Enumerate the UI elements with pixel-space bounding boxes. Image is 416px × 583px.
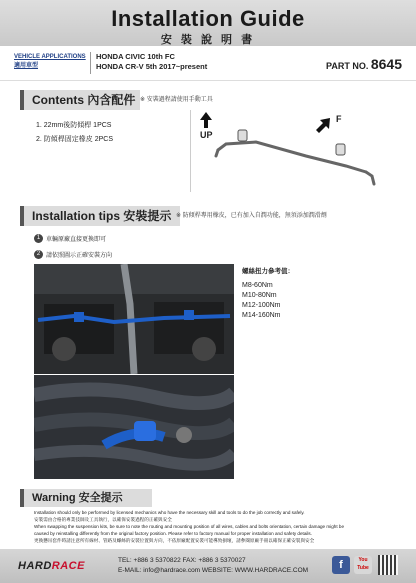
warning-line-3: When swapping the suspension kits, be sure to note the routing and mounting position of all wires, cables and bolts orientation, certain damage might be xyxy=(34,524,345,529)
warning-line-2: 安裝需由合格的專業技師及工具執行，以確保安裝過程的正確與安全 xyxy=(34,517,172,522)
vehicle-label-en: VEHICLE APPLICATIONS xyxy=(14,54,86,60)
step-text: 車輛原廠直接更換即可 xyxy=(46,237,107,243)
brand-prefix: HARD xyxy=(18,560,52,572)
torque-m12: M12-100Nm xyxy=(242,302,281,309)
installation-tips-heading: Installation tips 安裝提示 xyxy=(20,206,180,226)
vehicle-model-1: HONDA CIVIC 10th FC xyxy=(96,52,175,61)
footer xyxy=(0,549,416,583)
vehicle-applications-label xyxy=(14,53,86,71)
forward-arrow-icon xyxy=(316,118,330,133)
contents-divider xyxy=(190,110,191,192)
vehicle-label-zh: 適用車型 xyxy=(14,63,39,69)
step-number: 1 xyxy=(34,234,43,243)
up-arrow-icon xyxy=(200,112,212,128)
torque-m8: M8-60Nm xyxy=(242,282,273,289)
part-number xyxy=(326,56,402,72)
warning-line-1: Installation should only be performed by licensed mechanics who have the necessary skill and tools to do the job correctly and safely. xyxy=(34,510,305,515)
contents-item-2: 2. 防傾桿固定橡皮 2PCS xyxy=(36,136,114,143)
tool-note: ※ 安裝過程請使用手動工具 xyxy=(140,97,213,103)
installation-photo-closeup xyxy=(34,375,234,479)
sway-bar-icon xyxy=(216,142,374,184)
hardrace-logo xyxy=(18,560,85,572)
torque-reference xyxy=(238,264,378,344)
warning-line-5: 更換懸吊套件時請注意所有線材、管路及螺絲的安裝位置與方向，不依原廠配置安裝可能導致損壞，請參閱原廠手冊以確保正確安裝與安全 xyxy=(34,538,315,543)
tip-step-1 xyxy=(34,234,106,243)
brand-suffix: RACE xyxy=(51,560,85,572)
forward-label: F xyxy=(336,114,342,124)
sway-bar-diagram xyxy=(196,106,396,196)
warning-heading: Warning 安全提示 xyxy=(20,489,152,507)
bushing-left-icon xyxy=(238,130,247,141)
torque-title: 螺絲扭力參考值： xyxy=(242,268,294,275)
qr-code-icon xyxy=(378,555,398,575)
page-subtitle: 安 裝 說 明 書 xyxy=(160,34,256,46)
contact-phone-fax: TEL: +886 3 5370822 FAX: +886 3 5370027 xyxy=(118,557,246,564)
youtube-label: You Tube xyxy=(357,557,369,571)
page-title: Installation Guide xyxy=(111,6,305,31)
tip-step-2 xyxy=(34,250,112,259)
lubricant-note: ※ 防傾桿專用橡皮，已有加入自潤功能，無須添加潤滑劑 xyxy=(176,213,327,219)
bushing-right-icon xyxy=(336,144,345,155)
header xyxy=(0,0,416,46)
part-number-label: PART NO. xyxy=(325,61,369,71)
installation-photo-overview xyxy=(34,264,234,374)
youtube-icon[interactable] xyxy=(354,556,372,574)
torque-m14: M14-160Nm xyxy=(242,312,281,319)
contents-item-1: 1. 22mm後防傾桿 1PCS xyxy=(36,122,112,129)
contact-email-website: E-MAIL: info@hardrace.com WEBSITE: WWW.HARDRACE.COM xyxy=(118,567,309,574)
vehicle-models xyxy=(96,52,207,72)
vehicle-divider xyxy=(90,52,91,74)
facebook-icon[interactable]: f xyxy=(332,556,350,574)
part-number-value: 8645 xyxy=(370,56,402,72)
step-text: 請依照圖示正確安裝方向 xyxy=(46,253,113,259)
vehicle-applications xyxy=(0,46,416,81)
up-label: UP xyxy=(200,130,213,140)
torque-m10: M10-80Nm xyxy=(242,292,277,299)
step-number: 2 xyxy=(34,250,43,259)
contents-heading: Contents 內含配件 xyxy=(20,90,140,110)
warning-line-4: caused by reinstalling differently from the original factory position. Please refer to factory manual for proper installation and safety details. xyxy=(34,531,312,536)
vehicle-model-2: HONDA CR-V 5th 2017~present xyxy=(96,62,208,71)
